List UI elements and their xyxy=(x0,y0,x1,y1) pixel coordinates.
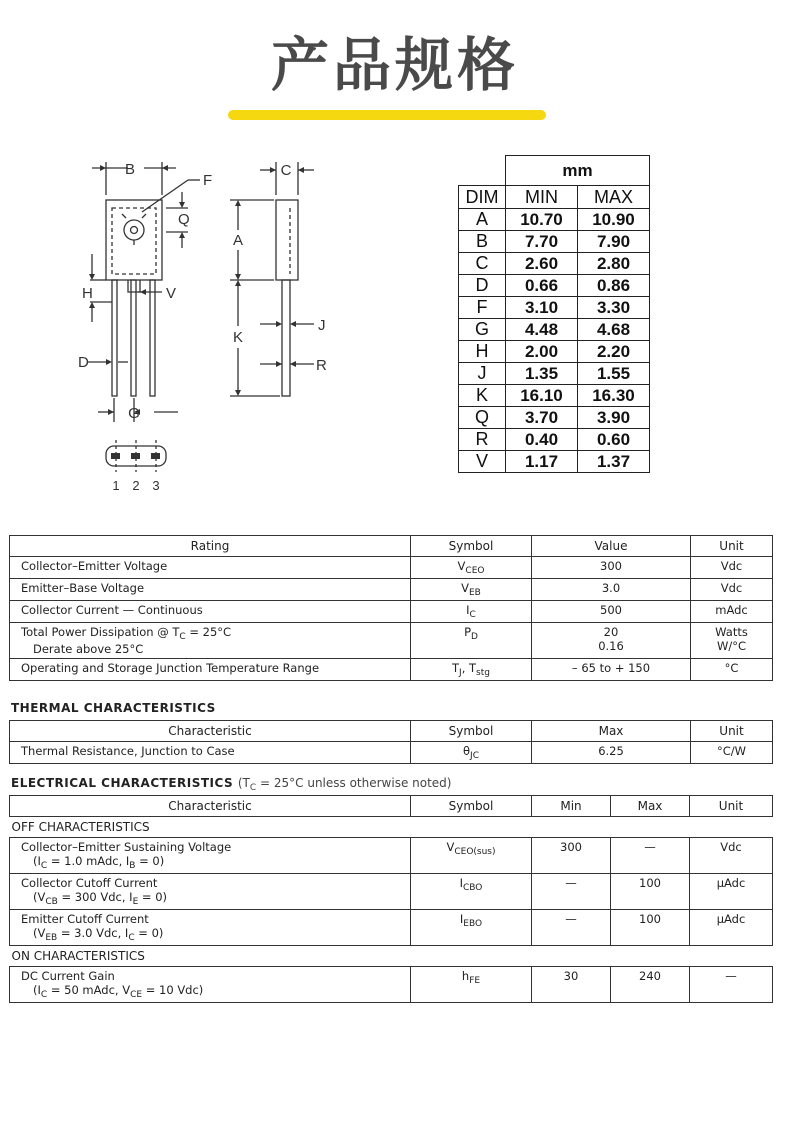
dim-min: 7.70 xyxy=(506,231,578,253)
dim-label-f: F xyxy=(203,172,213,189)
ratings-header-value: Value xyxy=(532,536,691,557)
dim-letter: F xyxy=(459,297,506,319)
table-row: Emitter–Base Voltage $V_{EB}$ 3.0 Vdc xyxy=(10,579,773,601)
dim-row xyxy=(459,363,650,385)
dim-label-q: Q xyxy=(178,211,190,228)
ratings-header-symbol: Symbol xyxy=(411,536,532,557)
dim-max: 0.60 xyxy=(578,429,650,451)
electrical-table: Characteristic Symbol Min Max Unit OFF CHARACTERISTICS Collector–Emitter Sustaining Voltage ($I_C = 1.0$ mAdc, $I_B = 0$) $V_{CEO(sus)}$ 300 — Vdc Collector Cutoff Current ($V_{CB} = 300$ Vdc, $I_E = 0$) $I_{CBO}$ — 100 μAdc Emitter Cutoff Current ($V_{EB} = 3.0$ Vdc, $I_C = 0$) $I_{EBO}$ — 100 μAdc ON CHARACTERISTICS DC Current Gain ($I_C = 50$ mAdc, $V_{CE} = 10$ Vdc) $h_{FE}$ 30 240 — xyxy=(9,795,773,1003)
table-row: Collector–Emitter Sustaining Voltage ($I_C = 1.0$ mAdc, $I_B = 0$) $V_{CEO(sus)}$ 300 — Vdc xyxy=(10,838,773,874)
thermal-heading: THERMAL CHARACTERISTICS xyxy=(11,701,216,715)
dim-max: 1.37 xyxy=(578,451,650,473)
table-row: Total Power Dissipation @ $T_C = 25^\circ C$ Derate above 25°C $P_D$ 20 0.16 Watts W/°C xyxy=(10,623,773,659)
dim-min: 4.48 xyxy=(506,319,578,341)
dim-max: 0.86 xyxy=(578,275,650,297)
pin-label-2: 2 xyxy=(132,478,140,493)
table-row: Collector Cutoff Current ($V_{CB} = 300$ Vdc, $I_E = 0$) $I_{CBO}$ — 100 μAdc xyxy=(10,874,773,910)
dim-header-min: MIN xyxy=(506,186,578,209)
dim-min: 10.70 xyxy=(506,209,578,231)
dim-max: 2.80 xyxy=(578,253,650,275)
package-outline-drawing xyxy=(70,150,360,500)
table-row: Emitter Cutoff Current ($V_{EB} = 3.0$ Vdc, $I_C = 0$) $I_{EBO}$ — 100 μAdc xyxy=(10,910,773,946)
ratings-header-rating: Rating xyxy=(10,536,411,557)
dim-max: 16.30 xyxy=(578,385,650,407)
dim-min: 1.35 xyxy=(506,363,578,385)
dim-min: 3.70 xyxy=(506,407,578,429)
dim-min: 1.17 xyxy=(506,451,578,473)
dim-row xyxy=(459,297,650,319)
dim-letter: V xyxy=(459,451,506,473)
dim-max: 3.90 xyxy=(578,407,650,429)
table-row: Collector Current — Continuous $I_C$ 500 mAdc xyxy=(10,601,773,623)
dim-max: 2.20 xyxy=(578,341,650,363)
max-ratings-table xyxy=(9,535,773,681)
dim-row xyxy=(459,275,650,297)
electrical-heading: ELECTRICAL CHARACTERISTICS ($T_C = 25^\circ C$ unless otherwise noted) xyxy=(11,776,452,793)
thermal-table: Characteristic Symbol Max Unit Thermal Resistance, Junction to Case $\theta_{JC}$ 6.25 °C/W xyxy=(9,720,773,764)
dim-letter: A xyxy=(459,209,506,231)
dim-header-max: MAX xyxy=(578,186,650,209)
dim-letter: C xyxy=(459,253,506,275)
dim-max: 4.68 xyxy=(578,319,650,341)
dim-letter: J xyxy=(459,363,506,385)
dim-label-c: C xyxy=(280,162,292,179)
on-characteristics-heading: ON CHARACTERISTICS xyxy=(11,949,145,963)
dim-letter: H xyxy=(459,341,506,363)
dim-row xyxy=(459,451,650,473)
dim-max: 1.55 xyxy=(578,363,650,385)
table-row: DC Current Gain ($I_C = 50$ mAdc, $V_{CE} = 10$ Vdc) $h_{FE}$ 30 240 — xyxy=(10,967,773,1003)
dim-label-j: J xyxy=(318,317,326,334)
ratings-header-unit: Unit xyxy=(691,536,773,557)
dim-header-dim: DIM xyxy=(459,186,506,209)
dim-min: 2.00 xyxy=(506,341,578,363)
dimension-table xyxy=(458,155,650,473)
dim-row xyxy=(459,319,650,341)
off-characteristics-heading: OFF CHARACTERISTICS xyxy=(11,820,150,834)
dim-max: 7.90 xyxy=(578,231,650,253)
table-row: Collector–Emitter Voltage $V_{CEO}$ 300 Vdc xyxy=(10,557,773,579)
dim-label-g: G xyxy=(128,405,140,422)
dim-min: 2.60 xyxy=(506,253,578,275)
dim-row xyxy=(459,253,650,275)
dim-label-h: H xyxy=(82,285,93,302)
page-title: 产品规格 xyxy=(270,31,519,99)
dim-letter: R xyxy=(459,429,506,451)
dim-label-r: R xyxy=(316,357,327,374)
dim-letter: B xyxy=(459,231,506,253)
dim-row xyxy=(459,385,650,407)
dim-max: 3.30 xyxy=(578,297,650,319)
dim-label-d: D xyxy=(78,354,89,371)
pin-label-3: 3 xyxy=(152,478,160,493)
dim-min: 0.40 xyxy=(506,429,578,451)
title-underline xyxy=(228,110,546,120)
dim-min: 16.10 xyxy=(506,385,578,407)
dim-max: 10.90 xyxy=(578,209,650,231)
table-row: Operating and Storage Junction Temperature Range $T_J$, $T_{stg}$ – 65 to + 150 °C xyxy=(10,659,773,681)
dim-min: 0.66 xyxy=(506,275,578,297)
dim-row xyxy=(459,429,650,451)
dim-label-k: K xyxy=(233,329,244,346)
dim-row xyxy=(459,209,650,231)
table-row: Thermal Resistance, Junction to Case $\theta_{JC}$ 6.25 °C/W xyxy=(10,742,773,764)
dim-row xyxy=(459,407,650,429)
dim-min: 3.10 xyxy=(506,297,578,319)
pin-label-1: 1 xyxy=(112,478,120,493)
dim-letter: D xyxy=(459,275,506,297)
dim-label-b: B xyxy=(124,161,136,178)
dim-letter: K xyxy=(459,385,506,407)
dim-unit: mm xyxy=(506,156,650,186)
dim-letter: G xyxy=(459,319,506,341)
dim-letter: Q xyxy=(459,407,506,429)
dim-row xyxy=(459,341,650,363)
dim-label-a: A xyxy=(233,232,244,249)
dim-row xyxy=(459,231,650,253)
dim-label-v: V xyxy=(166,285,177,302)
